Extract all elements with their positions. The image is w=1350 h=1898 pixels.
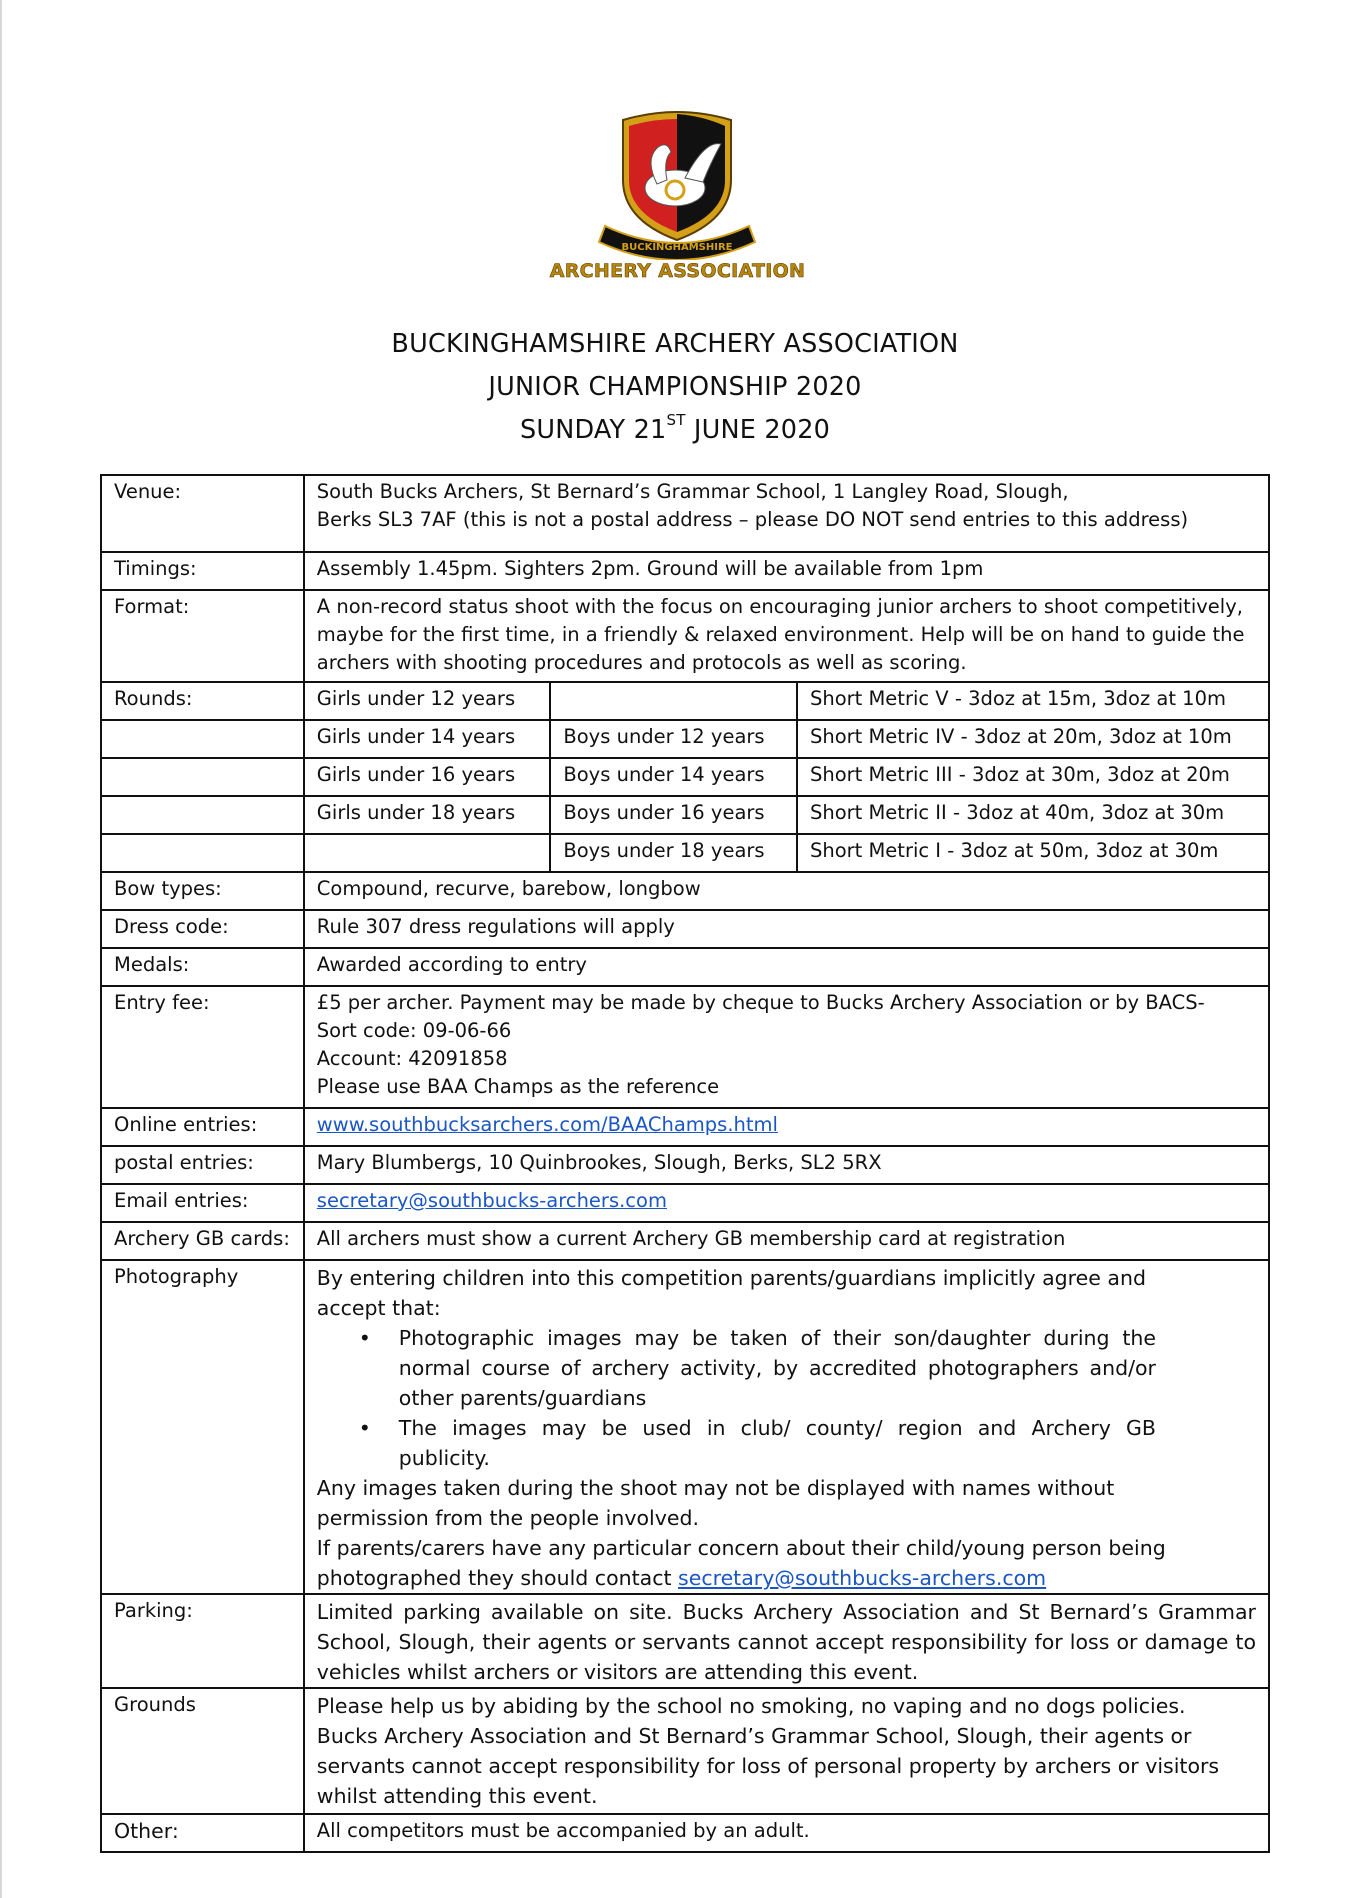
rounds-row [101, 758, 1269, 796]
round-boys-cell [550, 682, 797, 720]
photography-bullets [317, 1323, 1256, 1473]
email-entries-row [101, 1184, 1269, 1222]
payment-reference: Please use BAA Champs as the reference [316, 1075, 720, 1098]
logo-text: ARCHERY ASSOCIATION [549, 260, 806, 282]
photography-email-link[interactable]: secretary@southbucks-archers.com [678, 1566, 1047, 1590]
grounds-line: servants cannot accept responsibility for loss of personal property by archers or visitors [316, 1754, 1220, 1778]
event-date [0, 411, 1350, 445]
rounds-row [101, 834, 1269, 872]
photography-row [101, 1260, 1269, 1594]
parking-label: Parking: [101, 1594, 304, 1688]
photography-note: permission from the people involved. [316, 1506, 699, 1530]
postal-entries-row [101, 1146, 1269, 1184]
shield-crest-icon [545, 110, 810, 260]
photography-note: Any images taken during the shoot may not be displayed with names without [316, 1476, 1115, 1500]
venue-row [101, 475, 1269, 552]
round-girls-cell: Girls under 18 years [304, 796, 551, 834]
entry-fee-line: £5 per archer. Payment may be made by cheque to Bucks Archery Association or by BACS- [316, 991, 1205, 1014]
photography-intro: accept that: [316, 1296, 441, 1320]
postal-entries-value: Mary Blumbergs, 10 Quinbrookes, Slough, Berks, SL2 5RX [304, 1146, 1269, 1184]
photography-value [304, 1260, 1269, 1594]
rounds-row [101, 682, 1269, 720]
timings-value: Assembly 1.45pm. Sighters 2pm. Ground will be available from 1pm [304, 552, 1269, 590]
format-value: A non-record status shoot with the focus on encouraging junior archers to shoot competitively, maybe for the first time, in a friendly & relaxed environment. Help will be on hand to guide the archers with shooting procedures and protocols as well as scoring. [304, 590, 1269, 682]
venue-label: Venue: [101, 475, 304, 552]
parking-row [101, 1594, 1269, 1688]
association-logo [545, 110, 810, 285]
round-boys-cell: Boys under 14 years [550, 758, 797, 796]
rounds-label-empty [101, 796, 304, 834]
round-girls-cell: Girls under 12 years [304, 682, 551, 720]
medals-value: Awarded according to entry [304, 948, 1269, 986]
page-edge [0, 0, 2, 1898]
date-month-year: JUNE 2020 [685, 415, 831, 445]
round-distance-cell: Short Metric I - 3doz at 50m, 3doz at 30m [797, 834, 1269, 872]
rounds-label-empty [101, 834, 304, 872]
gb-cards-label: Archery GB cards: [101, 1222, 304, 1260]
rounds-row [101, 720, 1269, 758]
email-entries-link[interactable]: secretary@southbucks-archers.com [316, 1189, 667, 1212]
online-entries-label: Online entries: [101, 1108, 304, 1146]
entry-fee-value [304, 986, 1269, 1108]
round-boys-cell: Boys under 12 years [550, 720, 797, 758]
venue-value [304, 475, 1269, 552]
photography-label: Photography [101, 1260, 304, 1594]
sort-code: Sort code: 09-06-66 [316, 1019, 512, 1042]
rounds-row [101, 796, 1269, 834]
photography-note: If parents/carers have any particular concern about their child/young person being [316, 1536, 1166, 1560]
grounds-line: whilst attending this event. [316, 1784, 598, 1808]
photography-bullet: • Photographic images may be taken of their son/daughter during the normal course of archery activity, by accredited photographers and/or other parents/guardians [399, 1323, 1256, 1413]
bow-types-value: Compound, recurve, barebow, longbow [304, 872, 1269, 910]
timings-row [101, 552, 1269, 590]
round-boys-cell: Boys under 18 years [550, 834, 797, 872]
timings-label: Timings: [101, 552, 304, 590]
dress-code-row [101, 910, 1269, 948]
round-distance-cell: Short Metric III - 3doz at 30m, 3doz at 20m [797, 758, 1269, 796]
photography-intro: By entering children into this competition parents/guardians implicitly agree and [316, 1266, 1146, 1290]
dress-code-label: Dress code: [101, 910, 304, 948]
round-girls-cell [304, 834, 551, 872]
round-girls-cell: Girls under 16 years [304, 758, 551, 796]
email-entries-label: Email entries: [101, 1184, 304, 1222]
other-value: All competitors must be accompanied by an adult. [304, 1814, 1269, 1852]
grounds-label: Grounds [101, 1688, 304, 1814]
grounds-value [304, 1688, 1269, 1814]
medals-label: Medals: [101, 948, 304, 986]
photography-bullet: • The images may be used in club/ county/ region and Archery GB publicity. [399, 1413, 1256, 1473]
date-suffix: ST [666, 411, 686, 429]
other-label: Other: [101, 1814, 304, 1852]
date-day: SUNDAY 21 [519, 415, 667, 445]
bow-types-label: Bow types: [101, 872, 304, 910]
rounds-label-empty [101, 720, 304, 758]
round-girls-cell: Girls under 14 years [304, 720, 551, 758]
online-entries-row [101, 1108, 1269, 1146]
photography-contact-text: photographed they should contact [316, 1566, 679, 1590]
dress-code-value: Rule 307 dress regulations will apply [304, 910, 1269, 948]
event-details-table [100, 474, 1270, 1853]
bow-types-row [101, 872, 1269, 910]
entry-fee-row [101, 986, 1269, 1108]
round-boys-cell: Boys under 16 years [550, 796, 797, 834]
document-title: BUCKINGHAMSHIRE ARCHERY ASSOCIATION [391, 329, 959, 359]
venue-line: Berks SL3 7AF (this is not a postal address – please DO NOT send entries to this address) [316, 508, 1189, 531]
gb-cards-value: All archers must show a current Archery GB membership card at registration [304, 1222, 1269, 1260]
photography-contact [317, 1563, 1256, 1593]
round-distance-cell: Short Metric II - 3doz at 40m, 3doz at 30m [797, 796, 1269, 834]
gb-cards-row [101, 1222, 1269, 1260]
email-entries-cell [304, 1184, 1269, 1222]
grounds-row [101, 1688, 1269, 1814]
rounds-label-empty [101, 758, 304, 796]
postal-entries-label: postal entries: [101, 1146, 304, 1184]
format-row [101, 590, 1269, 682]
venue-line: South Bucks Archers, St Bernard’s Grammar School, 1 Langley Road, Slough, [316, 480, 1069, 503]
format-label: Format: [101, 590, 304, 682]
grounds-line: Bucks Archery Association and St Bernard’s Grammar School, Slough, their agents or [316, 1724, 1192, 1748]
medals-row [101, 948, 1269, 986]
round-distance-cell: Short Metric IV - 3doz at 20m, 3doz at 10m [797, 720, 1269, 758]
online-entries-link[interactable]: www.southbucksarchers.com/BAAChamps.html [316, 1113, 778, 1136]
rounds-label: Rounds: [101, 682, 304, 720]
entry-fee-label: Entry fee: [101, 986, 304, 1108]
account-number: Account: 42091858 [316, 1047, 508, 1070]
round-distance-cell: Short Metric V - 3doz at 15m, 3doz at 10m [797, 682, 1269, 720]
online-entries-cell [304, 1108, 1269, 1146]
grounds-line: Please help us by abiding by the school no smoking, no vaping and no dogs policies. [316, 1694, 1186, 1718]
document-subtitle: JUNIOR CHAMPIONSHIP 2020 [488, 372, 862, 402]
parking-value: Limited parking available on site. Bucks Archery Association and St Bernard’s Grammar School, Slough, their agents or servants cannot accept responsibility for loss or damage to vehicles whilst archers or visitors are attending this event. [304, 1594, 1269, 1688]
other-row [101, 1814, 1269, 1852]
logo-banner-text: BUCKINGHAMSHIRE [621, 242, 733, 253]
